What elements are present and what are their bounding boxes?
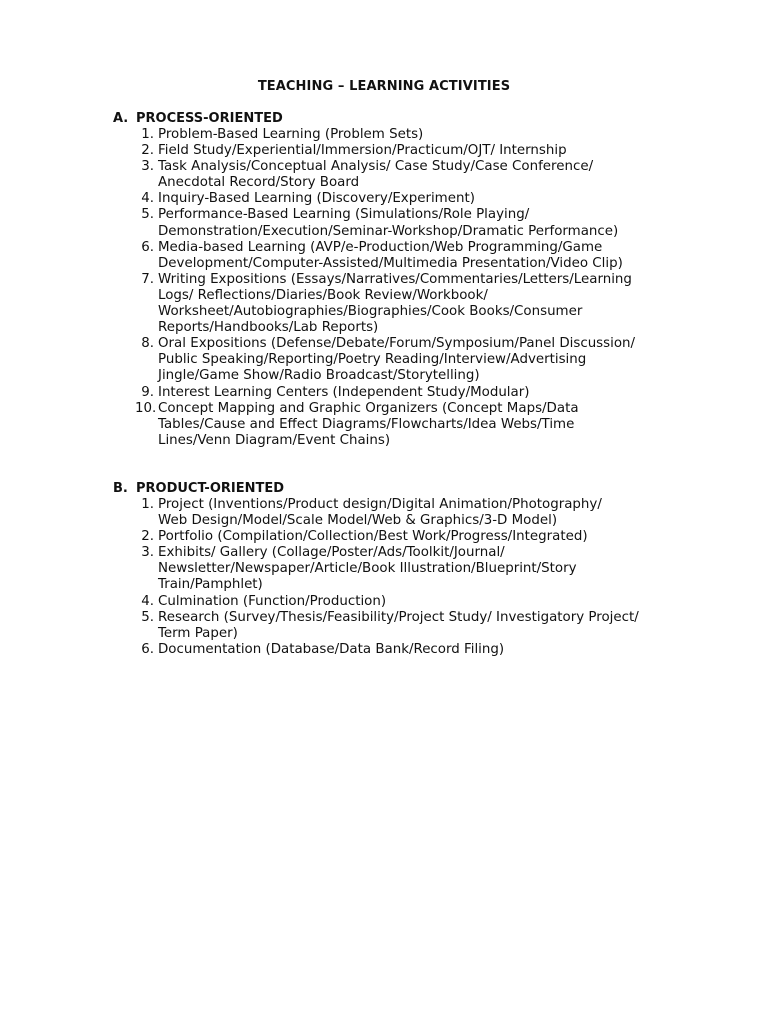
list-item-line: Worksheet/Autobiographies/Biographies/Cook Books/Consumer bbox=[158, 304, 583, 320]
list-item-number: 3. bbox=[141, 545, 154, 561]
list-item-line: Research (Survey/Thesis/Feasibility/Project Study/ Investigatory Project/ bbox=[158, 609, 639, 625]
list-item bbox=[113, 143, 703, 159]
list-item-line: Web Design/Model/Scale Model/Web & Graphics/3-D Model) bbox=[158, 513, 558, 529]
list-item-text bbox=[158, 610, 639, 642]
list-item-line: Logs/ Reflections/Diaries/Book Review/Workbook/ bbox=[158, 287, 488, 303]
list-item-line: Anecdotal Record/Story Board bbox=[158, 175, 360, 191]
list-item-text bbox=[158, 143, 567, 159]
list-item bbox=[113, 610, 703, 642]
list-item-line: Development/Computer-Assisted/Multimedia Presentation/Video Clip) bbox=[158, 255, 623, 271]
list-item bbox=[113, 272, 703, 336]
section-heading bbox=[113, 481, 703, 497]
list-item-line: Project (Inventions/Product design/Digital Animation/Photography/ bbox=[158, 497, 602, 512]
list-item-line: Task Analysis/Conceptual Analysis/ Case Study/Case Conference/ bbox=[158, 159, 594, 175]
list-item-line: Documentation (Database/Data Bank/Record Filing) bbox=[158, 641, 505, 657]
list-item-line: Term Paper) bbox=[158, 625, 238, 641]
list-item bbox=[113, 127, 703, 143]
document-title: TEACHING – LEARNING ACTIVITIES bbox=[257, 79, 511, 94]
list-item-text bbox=[158, 385, 529, 401]
list-item-line: Exhibits/ Gallery (Collage/Poster/Ads/Toolkit/Journal/ bbox=[158, 545, 505, 561]
list-item-number: 9. bbox=[141, 384, 154, 400]
list-item-text bbox=[158, 336, 635, 384]
list-item-number: 3. bbox=[141, 159, 154, 175]
section-letter: B. bbox=[113, 481, 128, 496]
list-item-text bbox=[158, 240, 623, 272]
list-item-number: 10. bbox=[135, 400, 157, 416]
list-item-number: 7. bbox=[141, 271, 154, 287]
list-item-text bbox=[158, 159, 593, 191]
list-item bbox=[113, 240, 703, 272]
list-item-text bbox=[158, 191, 475, 207]
list-item bbox=[113, 401, 703, 449]
list-item-number: 2. bbox=[141, 529, 154, 545]
list-item-line: Interest Learning Centers (Independent Study/Modular) bbox=[158, 384, 530, 400]
list-item-number: 6. bbox=[141, 641, 154, 657]
list-item bbox=[113, 191, 703, 207]
list-item-text bbox=[158, 545, 577, 593]
list-item-line: Portfolio (Compilation/Collection/Best Work/Progress/Integrated) bbox=[158, 529, 588, 545]
list-item bbox=[113, 159, 703, 191]
section-heading bbox=[113, 111, 703, 127]
list-item-line: Concept Mapping and Graphic Organizers (Concept Maps/Data bbox=[158, 400, 579, 416]
list-item-text bbox=[158, 127, 423, 143]
list-item-text bbox=[158, 401, 579, 449]
list-item-number: 2. bbox=[141, 143, 154, 159]
section-process-oriented bbox=[113, 111, 703, 449]
list-item-line: Inquiry-Based Learning (Discovery/Experiment) bbox=[158, 191, 475, 207]
activity-list bbox=[113, 127, 703, 449]
list-item-text bbox=[158, 642, 504, 658]
section-heading-text: PRODUCT-ORIENTED bbox=[136, 481, 285, 496]
list-item-number: 4. bbox=[141, 593, 154, 609]
section-product-oriented bbox=[113, 481, 703, 658]
list-item-line: Tables/Cause and Effect Diagrams/Flowcharts/Idea Webs/Time bbox=[158, 416, 575, 432]
list-item-number: 6. bbox=[141, 239, 154, 255]
list-item-line: Field Study/Experiential/Immersion/Practicum/OJT/ Internship bbox=[158, 143, 567, 159]
list-item-line: Culmination (Function/Production) bbox=[158, 593, 387, 609]
list-item-line: Reports/Handbooks/Lab Reports) bbox=[158, 320, 379, 336]
section-heading-text: PROCESS-ORIENTED bbox=[136, 111, 283, 126]
list-item-text bbox=[158, 497, 602, 529]
list-item-line: Public Speaking/Reporting/Poetry Reading/Interview/Advertising bbox=[158, 352, 587, 368]
list-item-text bbox=[158, 272, 632, 336]
list-item-line: Performance-Based Learning (Simulations/Role Playing/ bbox=[158, 207, 530, 223]
section-letter: A. bbox=[113, 111, 129, 126]
list-item-text bbox=[158, 594, 386, 610]
list-item-line: Demonstration/Execution/Seminar-Workshop/Dramatic Performance) bbox=[158, 223, 619, 239]
list-item-line: Media-based Learning (AVP/e-Production/Web Programming/Game bbox=[158, 239, 603, 255]
list-item-number: 8. bbox=[141, 336, 154, 352]
list-item-number: 5. bbox=[141, 207, 154, 223]
list-item-number: 1. bbox=[141, 497, 154, 512]
list-item-line: Jingle/Game Show/Radio Broadcast/Storytelling) bbox=[158, 368, 480, 384]
list-item-line: Lines/Venn Diagram/Event Chains) bbox=[158, 432, 391, 448]
list-item-number: 5. bbox=[141, 609, 154, 625]
list-item-number: 4. bbox=[141, 191, 154, 207]
list-item bbox=[113, 385, 703, 401]
list-item-text bbox=[158, 207, 618, 239]
list-item bbox=[113, 642, 703, 658]
list-item-text bbox=[158, 529, 588, 545]
activity-list bbox=[113, 497, 703, 658]
list-item-number: 1. bbox=[141, 127, 154, 142]
list-item bbox=[113, 545, 703, 593]
list-item-line: Newsletter/Newspaper/Article/Book Illustration/Blueprint/Story bbox=[158, 561, 577, 577]
list-item bbox=[113, 529, 703, 545]
list-item bbox=[113, 594, 703, 610]
list-item-line: Writing Expositions (Essays/Narratives/Commentaries/Letters/Learning bbox=[158, 271, 632, 287]
list-item-line: Problem-Based Learning (Problem Sets) bbox=[158, 127, 424, 142]
list-item bbox=[113, 207, 703, 239]
list-item-line: Oral Expositions (Defense/Debate/Forum/Symposium/Panel Discussion/ bbox=[158, 336, 636, 352]
list-item-line: Train/Pamphlet) bbox=[158, 577, 263, 593]
list-item bbox=[113, 497, 703, 529]
list-item bbox=[113, 336, 703, 384]
